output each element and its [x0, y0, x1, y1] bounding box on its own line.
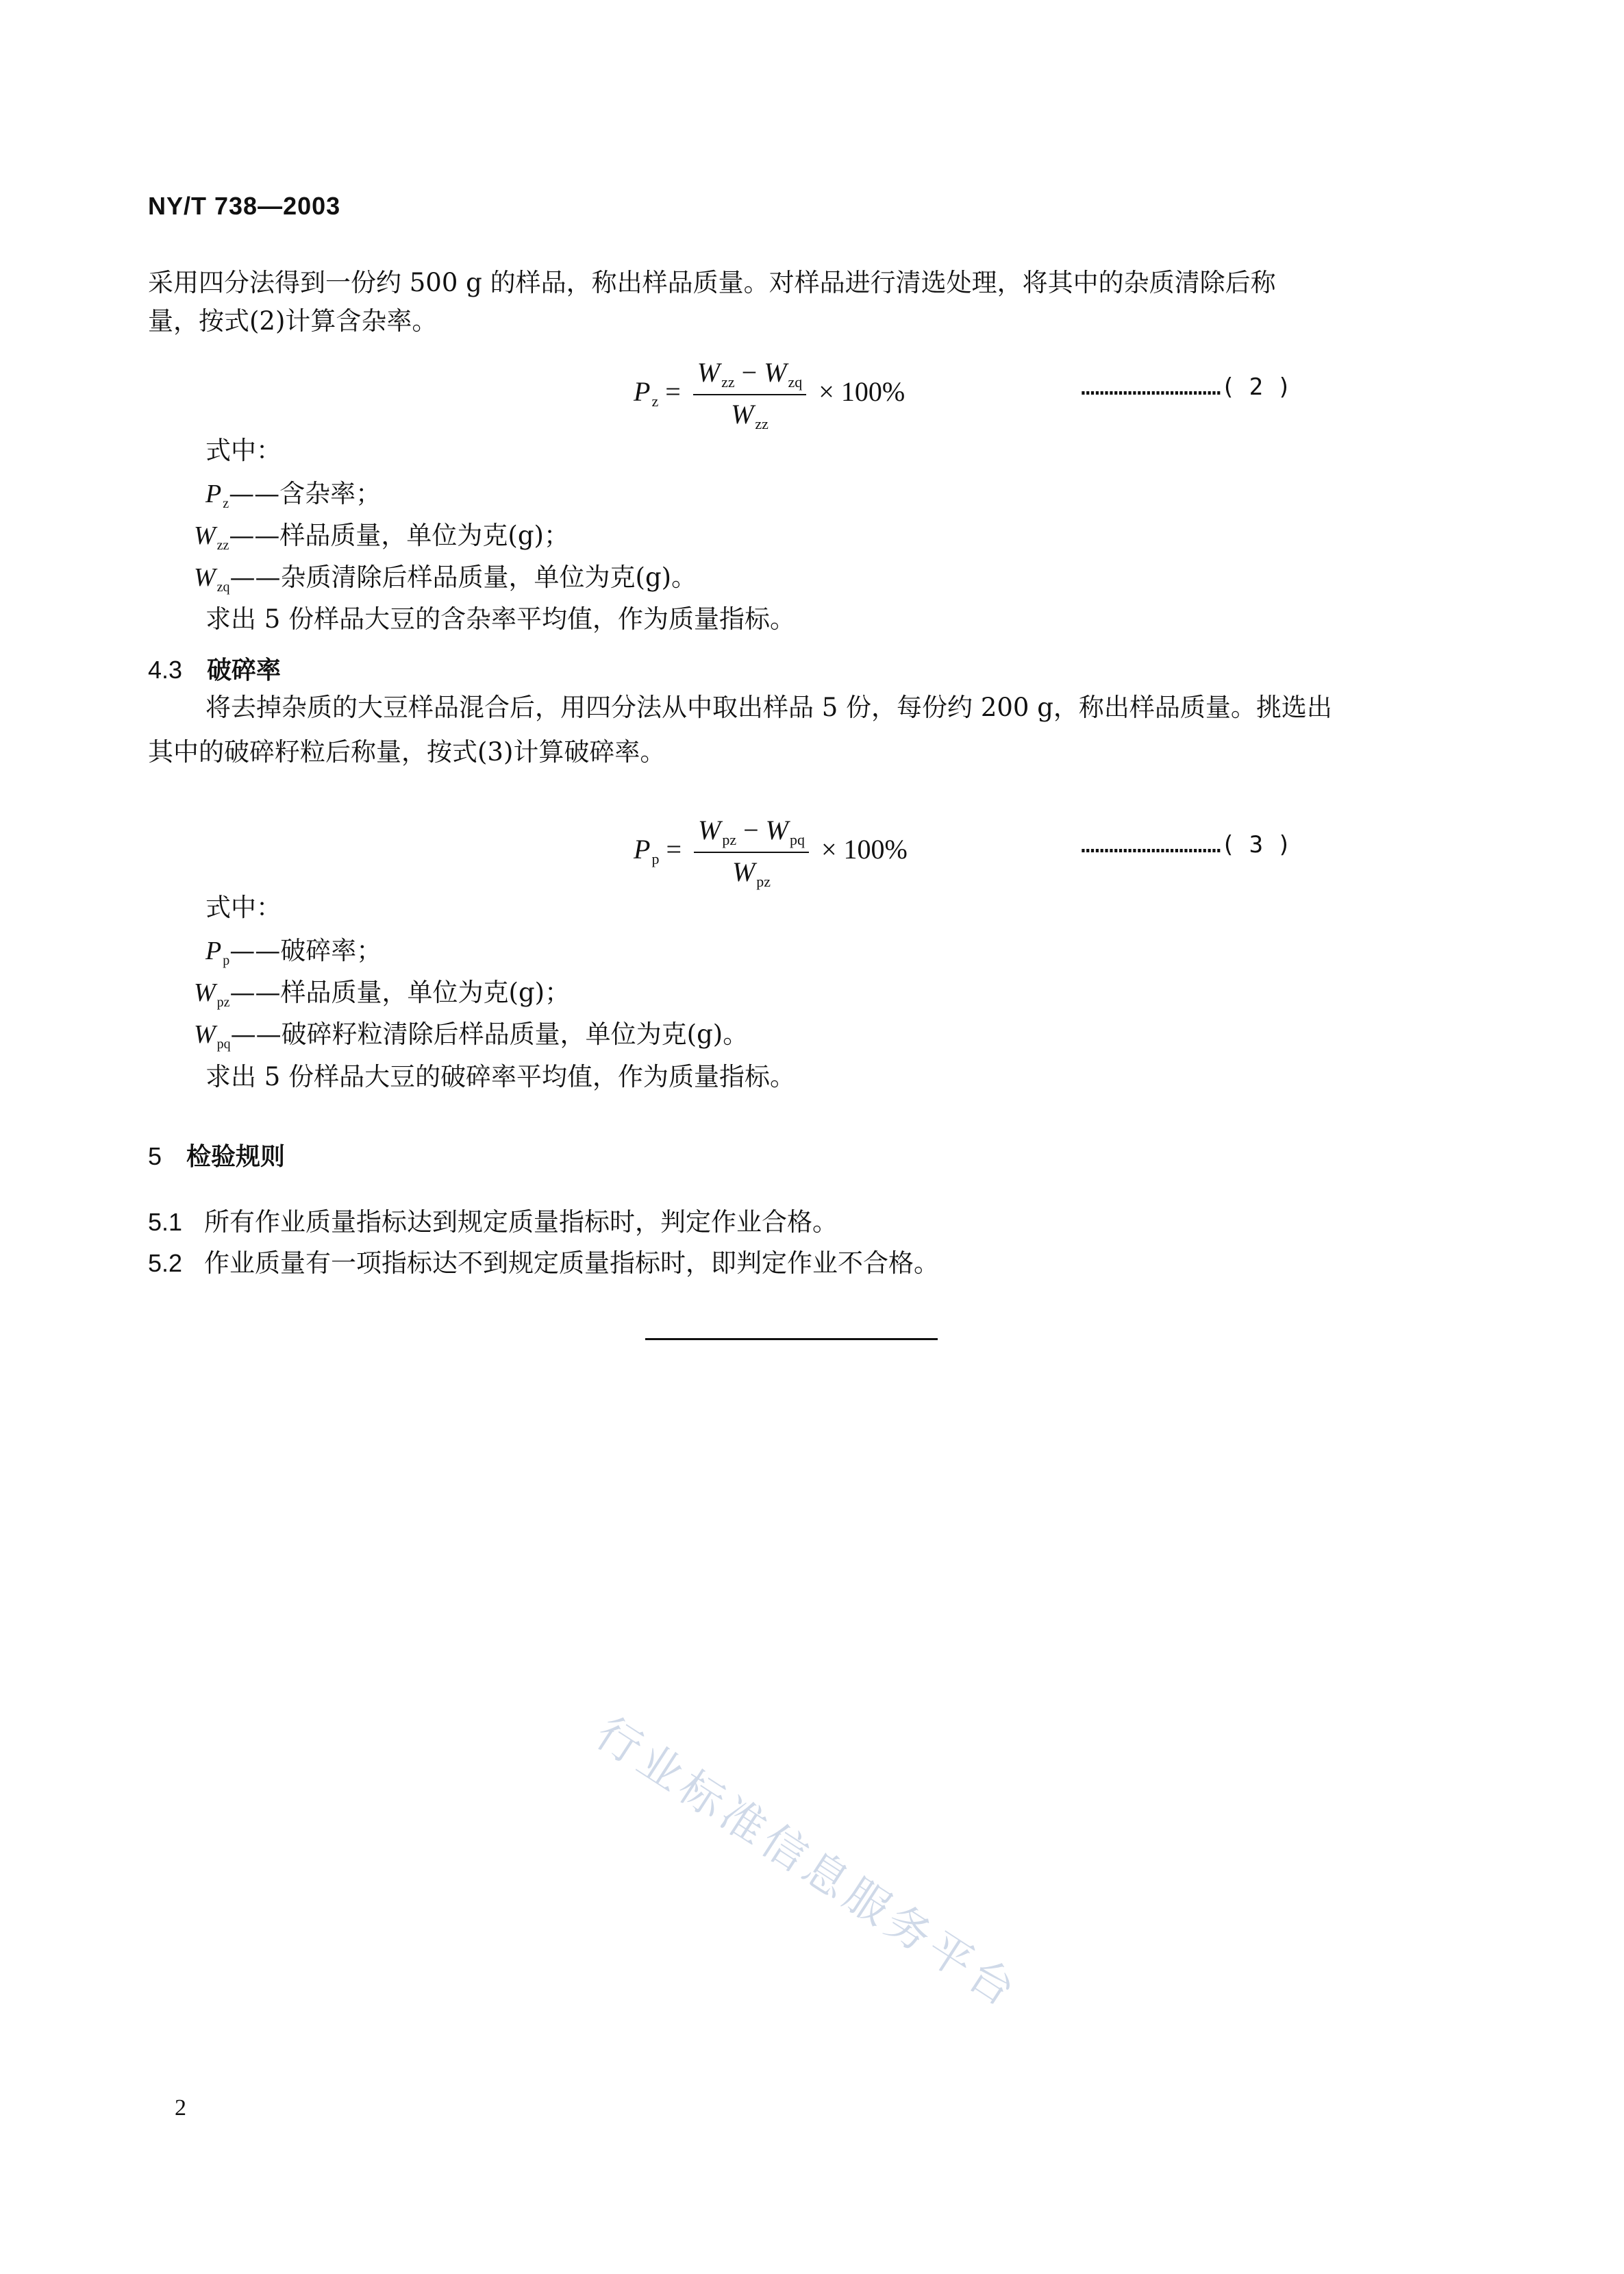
clause-number: 5.2 — [148, 1249, 183, 1277]
clause-number: 5.1 — [148, 1208, 183, 1236]
definition-text: ——破碎籽粒清除后样品质量，单位为克(g)。 — [230, 1019, 749, 1049]
formula-symbol: W — [697, 357, 721, 388]
paragraph-line: 将去掉杂质的大豆样品混合后，用四分法从中取出样品 5 份，每份约 200 g，称出样品质量。挑选出 — [205, 693, 1332, 722]
formula-symbol: P — [634, 376, 651, 408]
definition-line — [194, 974, 570, 1022]
subscript: z — [223, 496, 229, 511]
formula-subscript: p — [651, 850, 660, 868]
where-label: 式中： — [205, 436, 282, 465]
subscript: pq — [216, 1037, 231, 1052]
clause-5-1 — [148, 1203, 838, 1241]
formula-symbol: P — [634, 834, 651, 865]
clause-text: 所有作业质量指标达到规定质量指标时，判定作业合格。 — [204, 1207, 838, 1237]
equation-number: …………………………( 3 ) — [1081, 831, 1292, 858]
symbol: W — [194, 521, 216, 550]
page-number: 2 — [175, 2095, 186, 2121]
formula-subscript: pz — [756, 873, 771, 890]
definition-line — [205, 475, 381, 523]
definition-line — [194, 517, 569, 565]
definition-text: ——样品质量，单位为克(g)； — [229, 521, 569, 550]
minus-sign: − — [743, 815, 759, 845]
symbol: W — [194, 1020, 216, 1049]
formula-symbol: W — [764, 357, 787, 388]
section-title: 破碎率 — [207, 656, 282, 684]
symbol: W — [194, 563, 216, 592]
formula-multiplier: × 100% — [819, 376, 905, 408]
formula-symbol: W — [765, 815, 788, 845]
formula-2: $P_z$ = $\frac{W_{zz} - W_{zq}}{W_{zz}}$ × 100% — [634, 357, 905, 432]
where-label: 式中： — [205, 893, 282, 922]
formula-subscript: zq — [788, 373, 803, 391]
equation-number: …………………………( 2 ) — [1081, 373, 1292, 401]
formula-subscript: z — [651, 393, 659, 410]
section-title: 检验规则 — [186, 1143, 286, 1171]
clause-text: 作业质量有一项指标达不到规定质量指标时，即判定作业不合格。 — [204, 1248, 940, 1278]
formula-symbol: W — [732, 856, 755, 887]
subscript: pz — [216, 995, 230, 1010]
definition-line — [194, 558, 697, 606]
formula-3: $P_p$ = $\frac{W_{pz} - W_{pq}}{W_{pz}}$ × 100% — [634, 815, 908, 890]
formula-multiplier: × 100% — [821, 834, 908, 865]
symbol: P — [205, 480, 222, 508]
formula-symbol: W — [698, 815, 721, 845]
fraction — [693, 356, 807, 433]
subscript: p — [223, 953, 230, 968]
paragraph-line: 其中的破碎籽粒后称量，按式(3)计算破碎率。 — [148, 737, 666, 767]
fraction — [694, 814, 809, 891]
conclusion-line: 求出 5 份样品大豆的破碎率平均值，作为质量指标。 — [205, 1062, 796, 1091]
section-heading-5 — [148, 1137, 285, 1172]
end-rule — [645, 1338, 938, 1340]
definition-text: ——杂质清除后样品质量，单位为克(g)。 — [229, 563, 697, 592]
conclusion-line: 求出 5 份样品大豆的含杂率平均值，作为质量指标。 — [205, 604, 796, 634]
formula-subscript: pq — [789, 831, 805, 848]
formula-subscript: zz — [721, 373, 735, 391]
definition-text: ——破碎率； — [229, 936, 382, 965]
symbol: P — [205, 937, 222, 965]
definition-text: ——样品质量，单位为克(g)； — [229, 978, 571, 1007]
subscript: zz — [216, 538, 229, 553]
clause-5-2 — [148, 1244, 939, 1283]
paragraph-line: 采用四分法得到一份约 500 g 的样品，称出样品质量。对样品进行清选处理，将其中的杂质清除后称 — [148, 268, 1276, 297]
definition-line — [205, 932, 382, 980]
definition-text: ——含杂率； — [229, 479, 382, 508]
formula-subscript: pz — [722, 831, 737, 848]
section-heading-4-3 — [148, 651, 281, 686]
paragraph-line: 量，按式(2)计算含杂率。 — [148, 306, 438, 336]
definition-line — [194, 1015, 748, 1063]
watermark: 行业标准信息服务平台 — [586, 1707, 1028, 2019]
formula-subscript: zz — [755, 415, 769, 432]
symbol: W — [194, 978, 216, 1007]
minus-sign: − — [741, 357, 758, 388]
standard-number: NY/T 738—2003 — [148, 192, 341, 220]
section-number: 5 — [148, 1142, 162, 1170]
formula-symbol: W — [731, 399, 754, 430]
subscript: zq — [216, 580, 230, 595]
section-number: 4.3 — [148, 656, 183, 684]
